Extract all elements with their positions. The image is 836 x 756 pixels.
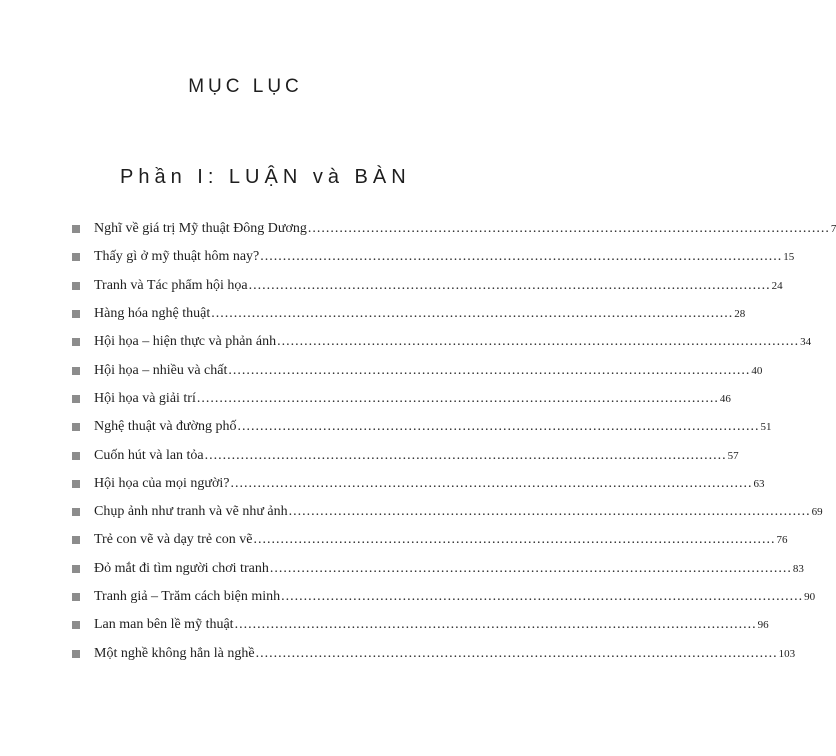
square-bullet-icon <box>72 310 80 318</box>
square-bullet-icon <box>72 395 80 403</box>
square-bullet-icon <box>72 225 80 233</box>
toc-entry[interactable] <box>72 328 812 356</box>
toc-entry-title: Cuốn hút và lan tỏa <box>94 447 204 463</box>
toc-entry[interactable] <box>72 272 783 300</box>
dot-leader <box>238 419 760 435</box>
toc-entry[interactable] <box>72 413 772 441</box>
toc-entry-page: 15 <box>783 251 795 264</box>
toc-entry-title: Hội họa – nhiều và chất <box>94 362 228 378</box>
square-bullet-icon <box>72 367 80 375</box>
toc-entry-title: Đỏ mắt đi tìm người chơi tranh <box>94 560 269 576</box>
toc-entry-page: 34 <box>800 336 812 349</box>
toc-entry-page: 46 <box>719 392 731 405</box>
toc-entry[interactable] <box>72 611 769 639</box>
toc-entry-page: 96 <box>757 619 769 632</box>
toc-entry-title: Hội họa – hiện thực và phản ánh <box>94 334 277 350</box>
dot-leader <box>256 646 778 662</box>
toc-entry-page: 24 <box>771 279 783 292</box>
toc-entry[interactable] <box>72 583 816 611</box>
dot-leader <box>197 391 719 407</box>
square-bullet-icon <box>72 508 80 516</box>
toc-entry-page: 28 <box>734 308 746 321</box>
toc-entry-title: Thấy gì ở mỹ thuật hôm nay? <box>94 249 260 265</box>
toc-entry-page: 69 <box>811 506 823 519</box>
square-bullet-icon <box>72 593 80 601</box>
square-bullet-icon <box>72 338 80 346</box>
toc-entry[interactable] <box>72 356 763 384</box>
table-of-contents <box>72 215 836 668</box>
toc-entry[interactable] <box>72 498 823 526</box>
square-bullet-icon <box>72 536 80 544</box>
square-bullet-icon <box>72 480 80 488</box>
toc-entry[interactable] <box>72 639 796 667</box>
dot-leader <box>281 589 803 605</box>
toc-entry[interactable] <box>72 300 746 328</box>
dot-leader <box>211 306 733 322</box>
toc-entry-title: Hội họa của mọi người? <box>94 475 230 491</box>
toc-entry[interactable] <box>72 441 739 469</box>
toc-entry[interactable] <box>72 385 731 413</box>
toc-entry-page: 63 <box>753 477 765 490</box>
toc-entry[interactable] <box>72 555 804 583</box>
dot-leader <box>260 249 782 265</box>
toc-entry-page: 90 <box>804 591 816 603</box>
toc-entry[interactable] <box>72 526 788 554</box>
toc-entry-title: Chụp ảnh như tranh và vẽ như ảnh <box>94 504 288 520</box>
toc-entry-title: Hàng hóa nghệ thuật <box>94 306 211 322</box>
square-bullet-icon <box>72 253 80 261</box>
part-title: Phần I: LUẬN và BÀN <box>120 166 411 188</box>
dot-leader <box>235 617 757 633</box>
toc-entry[interactable] <box>72 215 836 243</box>
toc-entry-title: Trẻ con vẽ và dạy trẻ con vẽ <box>94 532 253 548</box>
dot-leader <box>249 278 771 294</box>
toc-entry-title: Một nghề không hẳn là nghề <box>94 645 255 661</box>
toc-entry-page: 76 <box>776 534 788 547</box>
toc-entry-title: Hội họa và giải trí <box>94 390 196 406</box>
toc-entry-page: 7 <box>830 223 836 236</box>
dot-leader <box>289 504 811 520</box>
toc-entry-page: 83 <box>792 562 804 575</box>
dot-leader <box>277 334 799 350</box>
square-bullet-icon <box>72 650 80 658</box>
toc-entry-title: Nghĩ về giá trị Mỹ thuật Đông Dương <box>94 221 307 237</box>
toc-entry-title: Tranh giả – Trăm cách biện minh <box>94 589 281 604</box>
square-bullet-icon <box>72 565 80 573</box>
square-bullet-icon <box>72 423 80 431</box>
toc-entry[interactable] <box>72 470 765 498</box>
toc-entry-page: 51 <box>760 421 772 434</box>
dot-leader <box>308 221 830 237</box>
toc-entry-page: 103 <box>778 647 796 660</box>
dot-leader <box>270 561 792 577</box>
square-bullet-icon <box>72 282 80 290</box>
dot-leader <box>205 448 727 464</box>
toc-entry-page: 40 <box>751 364 763 377</box>
toc-entry-title: Tranh và Tác phẩm hội họa <box>94 277 248 293</box>
toc-entry-title: Lan man bên lề mỹ thuật <box>94 617 234 633</box>
square-bullet-icon <box>72 452 80 460</box>
toc-entry-page: 57 <box>727 449 739 462</box>
dot-leader <box>231 476 753 492</box>
square-bullet-icon <box>72 621 80 629</box>
toc-entry[interactable] <box>72 243 795 271</box>
page-title: MỤC LỤC <box>188 76 303 97</box>
dot-leader <box>228 363 750 379</box>
toc-entry-title: Nghệ thuật và đường phố <box>94 419 237 435</box>
dot-leader <box>253 532 775 548</box>
